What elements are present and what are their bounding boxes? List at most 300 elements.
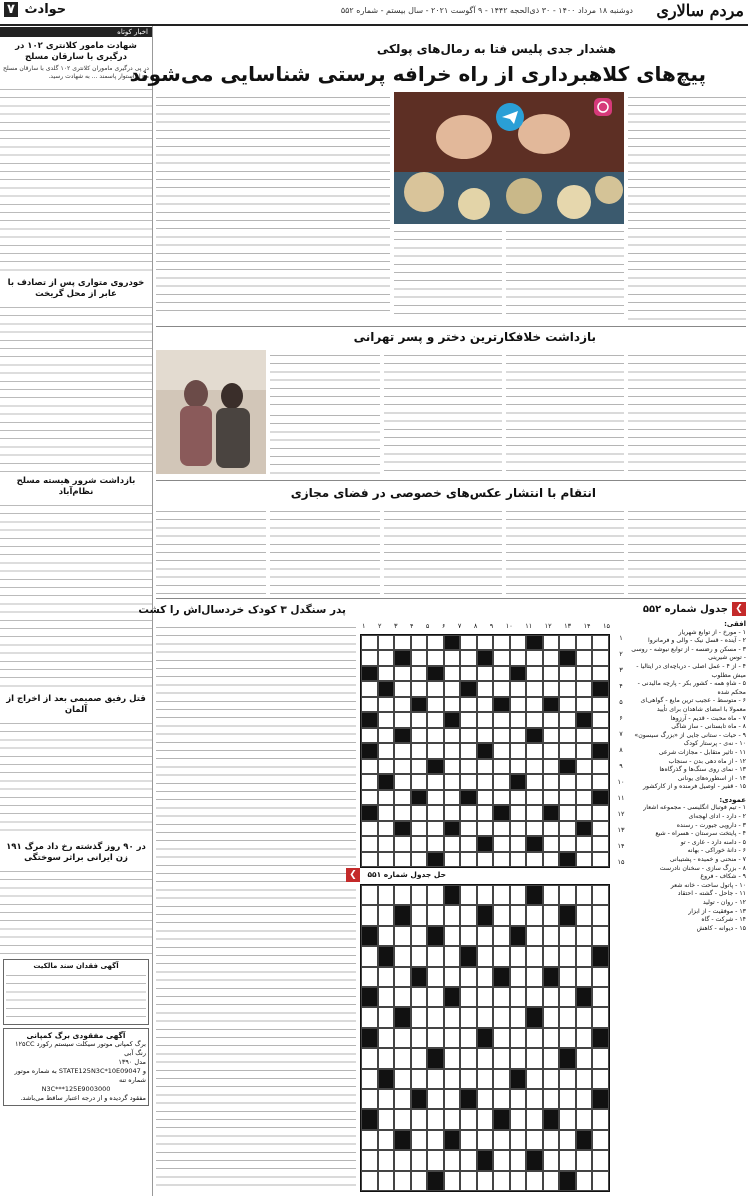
grid-cell [411, 987, 428, 1007]
grid-cell[interactable] [361, 759, 378, 774]
brief-lead-1: در پی درگیری ماموران کلانتری ۱۰۲ گلدی با سارقان مسلح منزل استوار پاسمند ... به شهادت رسید. [3, 65, 149, 81]
grid-cell [592, 885, 609, 905]
grid-block [427, 666, 444, 681]
grid-cell[interactable] [361, 790, 378, 805]
grid-cell[interactable] [559, 836, 576, 851]
grid-cell[interactable] [427, 790, 444, 805]
grid-cell [361, 1007, 378, 1027]
grid-cell [477, 1109, 494, 1129]
grid-cell[interactable] [361, 650, 378, 665]
crossword-logo-icon: ❯ [732, 602, 746, 616]
grid-cell[interactable] [526, 774, 543, 789]
grid-cell[interactable] [510, 759, 527, 774]
grid-cell[interactable] [460, 697, 477, 712]
grid-cell[interactable] [576, 728, 593, 743]
grid-cell[interactable] [427, 650, 444, 665]
grid-cell[interactable] [477, 712, 494, 727]
grid-cell[interactable] [526, 650, 543, 665]
grid-block [510, 774, 527, 789]
grid-cell[interactable] [378, 743, 395, 758]
grid-cell[interactable] [526, 759, 543, 774]
grid-cell[interactable] [526, 712, 543, 727]
grid-cell[interactable] [592, 697, 609, 712]
grid-cell[interactable] [592, 852, 609, 867]
grid-block [477, 743, 494, 758]
grid-cell[interactable] [510, 697, 527, 712]
grid-cell[interactable] [378, 697, 395, 712]
grid-block [460, 946, 477, 966]
grid-cell[interactable] [510, 712, 527, 727]
grid-cell[interactable] [477, 635, 494, 650]
grid-cell [460, 967, 477, 987]
grid-cell[interactable] [493, 743, 510, 758]
grid-cell [493, 1130, 510, 1150]
grid-cell[interactable] [592, 759, 609, 774]
grid-cell[interactable] [460, 821, 477, 836]
grid-cell[interactable] [592, 712, 609, 727]
grid-cell [361, 1171, 378, 1191]
grid-cell [526, 967, 543, 987]
grid-cell[interactable] [444, 790, 461, 805]
grid-cell [444, 1007, 461, 1027]
grid-cell[interactable] [493, 728, 510, 743]
grid-cell [427, 1130, 444, 1150]
grid-cell [526, 926, 543, 946]
grid-cell[interactable] [427, 697, 444, 712]
clue-down: ۱۳ - موفقیت - از ابزار [688, 907, 746, 915]
grid-cell[interactable] [394, 790, 411, 805]
grid-cell [559, 1150, 576, 1170]
grid-cell[interactable] [444, 805, 461, 820]
grid-block [460, 681, 477, 696]
grid-cell [427, 1028, 444, 1048]
grid-cell [444, 926, 461, 946]
grid-cell[interactable] [526, 821, 543, 836]
grid-cell[interactable] [493, 821, 510, 836]
grid-cell [510, 967, 527, 987]
grid-cell [444, 1048, 461, 1068]
grid-cell[interactable] [576, 759, 593, 774]
grid-cell [559, 946, 576, 966]
grid-cell[interactable] [592, 728, 609, 743]
grid-cell[interactable] [427, 712, 444, 727]
grid-cell [378, 1109, 395, 1129]
grid-cell[interactable] [510, 790, 527, 805]
col-number: ۴ [409, 622, 414, 630]
grid-cell [592, 1171, 609, 1191]
grid-cell [559, 1007, 576, 1027]
grid-cell[interactable] [543, 774, 560, 789]
grid-column-numbers [362, 622, 610, 630]
grid-cell[interactable] [559, 821, 576, 836]
grid-cell[interactable] [444, 697, 461, 712]
grid-cell[interactable] [592, 635, 609, 650]
grid-block [477, 1150, 494, 1170]
grid-cell[interactable] [411, 774, 428, 789]
grid-cell [543, 987, 560, 1007]
arrested-couple-photo [156, 350, 266, 474]
grid-cell [510, 885, 527, 905]
grid-cell[interactable] [493, 852, 510, 867]
grid-cell[interactable] [427, 836, 444, 851]
grid-block [411, 790, 428, 805]
story2-col-3 [384, 350, 502, 474]
grid-row-numbers [614, 634, 628, 866]
grid-cell[interactable] [510, 852, 527, 867]
grid-block [361, 805, 378, 820]
grid-cell[interactable] [460, 635, 477, 650]
grid-cell [427, 967, 444, 987]
grid-cell[interactable] [576, 790, 593, 805]
grid-cell[interactable] [444, 852, 461, 867]
crossword-grid[interactable] [360, 634, 610, 868]
grid-cell [444, 1171, 461, 1191]
page-header [0, 0, 748, 26]
row-number: ۱۵ [617, 858, 625, 866]
grid-cell[interactable] [427, 774, 444, 789]
story3-col-4 [270, 506, 380, 594]
grid-cell[interactable] [543, 852, 560, 867]
grid-cell[interactable] [378, 836, 395, 851]
grid-cell[interactable] [510, 743, 527, 758]
grid-block [444, 821, 461, 836]
grid-cell[interactable] [378, 759, 395, 774]
grid-cell[interactable] [576, 774, 593, 789]
grid-cell[interactable] [394, 774, 411, 789]
grid-cell[interactable] [427, 635, 444, 650]
grid-cell [493, 1150, 510, 1170]
grid-cell[interactable] [411, 759, 428, 774]
grid-cell [543, 1150, 560, 1170]
grid-cell[interactable] [477, 697, 494, 712]
grid-cell[interactable] [477, 821, 494, 836]
grid-cell[interactable] [427, 681, 444, 696]
grid-cell[interactable] [543, 666, 560, 681]
grid-cell[interactable] [394, 836, 411, 851]
grid-cell [361, 946, 378, 966]
grid-cell [559, 885, 576, 905]
grid-cell [361, 1069, 378, 1089]
grid-block [444, 635, 461, 650]
grid-cell[interactable] [493, 759, 510, 774]
grid-cell[interactable] [460, 666, 477, 681]
grid-cell[interactable] [460, 743, 477, 758]
grid-block [444, 1130, 461, 1150]
grid-cell[interactable] [576, 681, 593, 696]
grid-cell[interactable] [592, 650, 609, 665]
grid-cell[interactable] [510, 821, 527, 836]
grid-cell[interactable] [526, 666, 543, 681]
grid-cell[interactable] [493, 774, 510, 789]
grid-cell[interactable] [361, 852, 378, 867]
grid-cell[interactable] [477, 852, 494, 867]
grid-cell[interactable] [576, 852, 593, 867]
row-number: ۲ [619, 650, 623, 658]
grid-cell[interactable] [526, 805, 543, 820]
grid-cell[interactable] [559, 805, 576, 820]
grid-cell[interactable] [378, 728, 395, 743]
clue-across: ۹ - حیات - ستانی جایی از «بزرگ سیسون» [634, 731, 746, 739]
divider [156, 598, 746, 599]
grid-cell[interactable] [427, 805, 444, 820]
story3-col-5 [156, 506, 266, 594]
grid-cell[interactable] [592, 805, 609, 820]
grid-cell[interactable] [361, 836, 378, 851]
grid-cell[interactable] [576, 805, 593, 820]
grid-cell [526, 1048, 543, 1068]
grid-cell[interactable] [411, 666, 428, 681]
grid-cell[interactable] [592, 774, 609, 789]
clue-down: ۱ - تیم فوتبال انگلیسی - مجموعه اشعار [643, 804, 746, 812]
grid-cell[interactable] [444, 650, 461, 665]
grid-cell[interactable] [361, 681, 378, 696]
grid-cell[interactable] [576, 650, 593, 665]
grid-cell[interactable] [460, 836, 477, 851]
grid-cell[interactable] [559, 774, 576, 789]
grid-cell [394, 1069, 411, 1089]
grid-block [444, 987, 461, 1007]
grid-cell [411, 1130, 428, 1150]
grid-cell[interactable] [444, 743, 461, 758]
ad-lost-deed-body [6, 970, 146, 1022]
grid-cell [543, 1171, 560, 1191]
grid-cell[interactable] [411, 821, 428, 836]
grid-cell[interactable] [526, 681, 543, 696]
brief-title-5: در ۹۰ روز گذشته رخ داد مرگ ۱۹۱ زن ایرانی براثر سوختگی [6, 841, 146, 863]
grid-cell[interactable] [411, 852, 428, 867]
grid-cell[interactable] [444, 774, 461, 789]
grid-cell[interactable] [559, 790, 576, 805]
grid-cell [477, 1007, 494, 1027]
brief-title-3: بازداشت شرور هیسته مسلح نظام‌آباد [16, 475, 136, 497]
grid-cell[interactable] [460, 650, 477, 665]
grid-cell [576, 926, 593, 946]
grid-cell [493, 1048, 510, 1068]
grid-cell[interactable] [559, 681, 576, 696]
grid-cell[interactable] [427, 743, 444, 758]
grid-cell[interactable] [460, 728, 477, 743]
grid-cell[interactable] [576, 635, 593, 650]
grid-cell[interactable] [477, 774, 494, 789]
grid-block [427, 1171, 444, 1191]
grid-cell[interactable] [526, 697, 543, 712]
grid-cell [510, 1028, 527, 1048]
grid-cell[interactable] [411, 728, 428, 743]
grid-block [361, 743, 378, 758]
grid-cell[interactable] [411, 805, 428, 820]
grid-cell [444, 1150, 461, 1170]
grid-cell[interactable] [411, 836, 428, 851]
grid-cell[interactable] [510, 650, 527, 665]
grid-cell[interactable] [378, 635, 395, 650]
grid-cell [493, 1069, 510, 1089]
col-number: ۳ [393, 622, 398, 630]
grid-cell[interactable] [411, 712, 428, 727]
grid-cell[interactable] [543, 712, 560, 727]
grid-cell[interactable] [576, 836, 593, 851]
grid-block [477, 1028, 494, 1048]
clue-down: ۱۱ - جاحل - گشته - احتقاد [677, 890, 746, 898]
grid-cell[interactable] [543, 821, 560, 836]
grid-cell[interactable] [493, 712, 510, 727]
grid-cell[interactable] [493, 666, 510, 681]
grid-cell[interactable] [411, 681, 428, 696]
grid-cell[interactable] [411, 650, 428, 665]
grid-cell[interactable] [559, 635, 576, 650]
grid-cell [526, 905, 543, 925]
grid-cell[interactable] [493, 681, 510, 696]
grid-cell[interactable] [493, 635, 510, 650]
grid-cell[interactable] [493, 836, 510, 851]
grid-cell[interactable] [576, 666, 593, 681]
grid-cell[interactable] [559, 743, 576, 758]
grid-cell [378, 967, 395, 987]
grid-cell[interactable] [592, 836, 609, 851]
story3-col-2 [506, 506, 624, 594]
grid-cell[interactable] [378, 852, 395, 867]
grid-cell[interactable] [543, 650, 560, 665]
grid-cell[interactable] [444, 666, 461, 681]
grid-cell [543, 1089, 560, 1109]
grid-cell [444, 967, 461, 987]
brief-body-1 [0, 84, 152, 274]
grid-cell[interactable] [411, 743, 428, 758]
grid-cell[interactable] [543, 743, 560, 758]
grid-cell [460, 1109, 477, 1129]
grid-cell[interactable] [559, 712, 576, 727]
grid-cell[interactable] [460, 759, 477, 774]
grid-cell[interactable] [394, 805, 411, 820]
grid-cell[interactable] [361, 821, 378, 836]
grid-cell[interactable] [411, 635, 428, 650]
photo-art [156, 350, 266, 474]
grid-cell[interactable] [592, 666, 609, 681]
grid-cell[interactable] [394, 697, 411, 712]
grid-cell[interactable] [543, 635, 560, 650]
lead-story-col-2 [506, 226, 624, 318]
grid-block [510, 666, 527, 681]
grid-cell[interactable] [460, 774, 477, 789]
grid-cell [526, 1130, 543, 1150]
row-number: ۱۳ [617, 826, 625, 834]
grid-cell[interactable] [378, 790, 395, 805]
grid-cell[interactable] [543, 759, 560, 774]
brief-title-1: شهادت مامور کلانتری ۱۰۲ در درگیری با سارقان مسلح [15, 41, 137, 63]
grid-cell[interactable] [477, 728, 494, 743]
grid-cell[interactable] [510, 836, 527, 851]
grid-cell[interactable] [394, 635, 411, 650]
grid-cell[interactable] [510, 805, 527, 820]
grid-cell[interactable] [394, 743, 411, 758]
grid-cell[interactable] [444, 836, 461, 851]
grid-cell[interactable] [460, 805, 477, 820]
grid-cell [378, 1048, 395, 1068]
grid-cell[interactable] [394, 759, 411, 774]
grid-cell[interactable] [361, 635, 378, 650]
grid-cell[interactable] [394, 666, 411, 681]
grid-cell[interactable] [394, 852, 411, 867]
grid-cell[interactable] [543, 681, 560, 696]
grid-cell[interactable] [361, 697, 378, 712]
col-number: ۹ [489, 622, 494, 630]
grid-cell [394, 885, 411, 905]
grid-cell[interactable] [460, 852, 477, 867]
grid-cell [460, 987, 477, 1007]
grid-cell[interactable] [493, 790, 510, 805]
grid-cell [477, 1130, 494, 1150]
clue-down: ۱۴ - شرکت - گاه [701, 916, 746, 924]
grid-cell [559, 1069, 576, 1089]
grid-cell[interactable] [444, 728, 461, 743]
clue-across: ۱ - مورخ - از توابع شهریار [678, 628, 746, 636]
grid-cell[interactable] [510, 681, 527, 696]
grid-cell[interactable] [510, 635, 527, 650]
row-number: ۱ [619, 634, 623, 642]
grid-cell[interactable] [493, 650, 510, 665]
grid-cell[interactable] [543, 836, 560, 851]
grid-cell[interactable] [444, 681, 461, 696]
col-number: ۱۲ [544, 622, 552, 630]
ad-lost-deed-title: آگهی فقدان سند مالکیت [33, 961, 119, 970]
grid-cell [361, 885, 378, 905]
grid-cell[interactable] [559, 666, 576, 681]
clue-across: ۶ - متوسط - عجیب ترین مایع - گواهی‌ای معمولا با امضای شاهدان برای تأیید [640, 697, 746, 713]
grid-cell[interactable] [576, 743, 593, 758]
grid-cell[interactable] [526, 743, 543, 758]
grid-cell [510, 987, 527, 1007]
grid-cell[interactable] [394, 681, 411, 696]
grid-cell[interactable] [361, 774, 378, 789]
grid-cell[interactable] [361, 728, 378, 743]
grid-cell [361, 1089, 378, 1109]
grid-cell[interactable] [543, 790, 560, 805]
grid-cell [592, 1069, 609, 1089]
grid-cell [543, 1007, 560, 1027]
grid-cell [559, 1089, 576, 1109]
grid-cell[interactable] [378, 666, 395, 681]
grid-cell[interactable] [460, 712, 477, 727]
grid-cell [427, 1150, 444, 1170]
grid-cell [394, 1089, 411, 1109]
grid-cell[interactable] [378, 821, 395, 836]
grid-cell[interactable] [559, 697, 576, 712]
grid-cell[interactable] [592, 821, 609, 836]
grid-cell[interactable] [477, 666, 494, 681]
grid-cell[interactable] [427, 821, 444, 836]
grid-cell[interactable] [477, 681, 494, 696]
grid-cell [394, 946, 411, 966]
grid-cell[interactable] [543, 728, 560, 743]
grid-cell[interactable] [477, 790, 494, 805]
grid-cell [411, 946, 428, 966]
grid-cell[interactable] [526, 790, 543, 805]
grid-cell[interactable] [559, 728, 576, 743]
grid-cell[interactable] [427, 728, 444, 743]
grid-cell[interactable] [394, 712, 411, 727]
grid-cell[interactable] [510, 728, 527, 743]
grid-cell[interactable] [378, 650, 395, 665]
news-brief-tag: اخبار کوتاه [0, 27, 152, 37]
grid-cell[interactable] [526, 852, 543, 867]
grid-block [411, 1089, 428, 1109]
grid-cell[interactable] [477, 805, 494, 820]
grid-cell[interactable] [378, 805, 395, 820]
grid-cell[interactable] [444, 759, 461, 774]
grid-cell[interactable] [378, 712, 395, 727]
grid-cell[interactable] [477, 759, 494, 774]
grid-cell[interactable] [576, 697, 593, 712]
grid-block [576, 1130, 593, 1150]
